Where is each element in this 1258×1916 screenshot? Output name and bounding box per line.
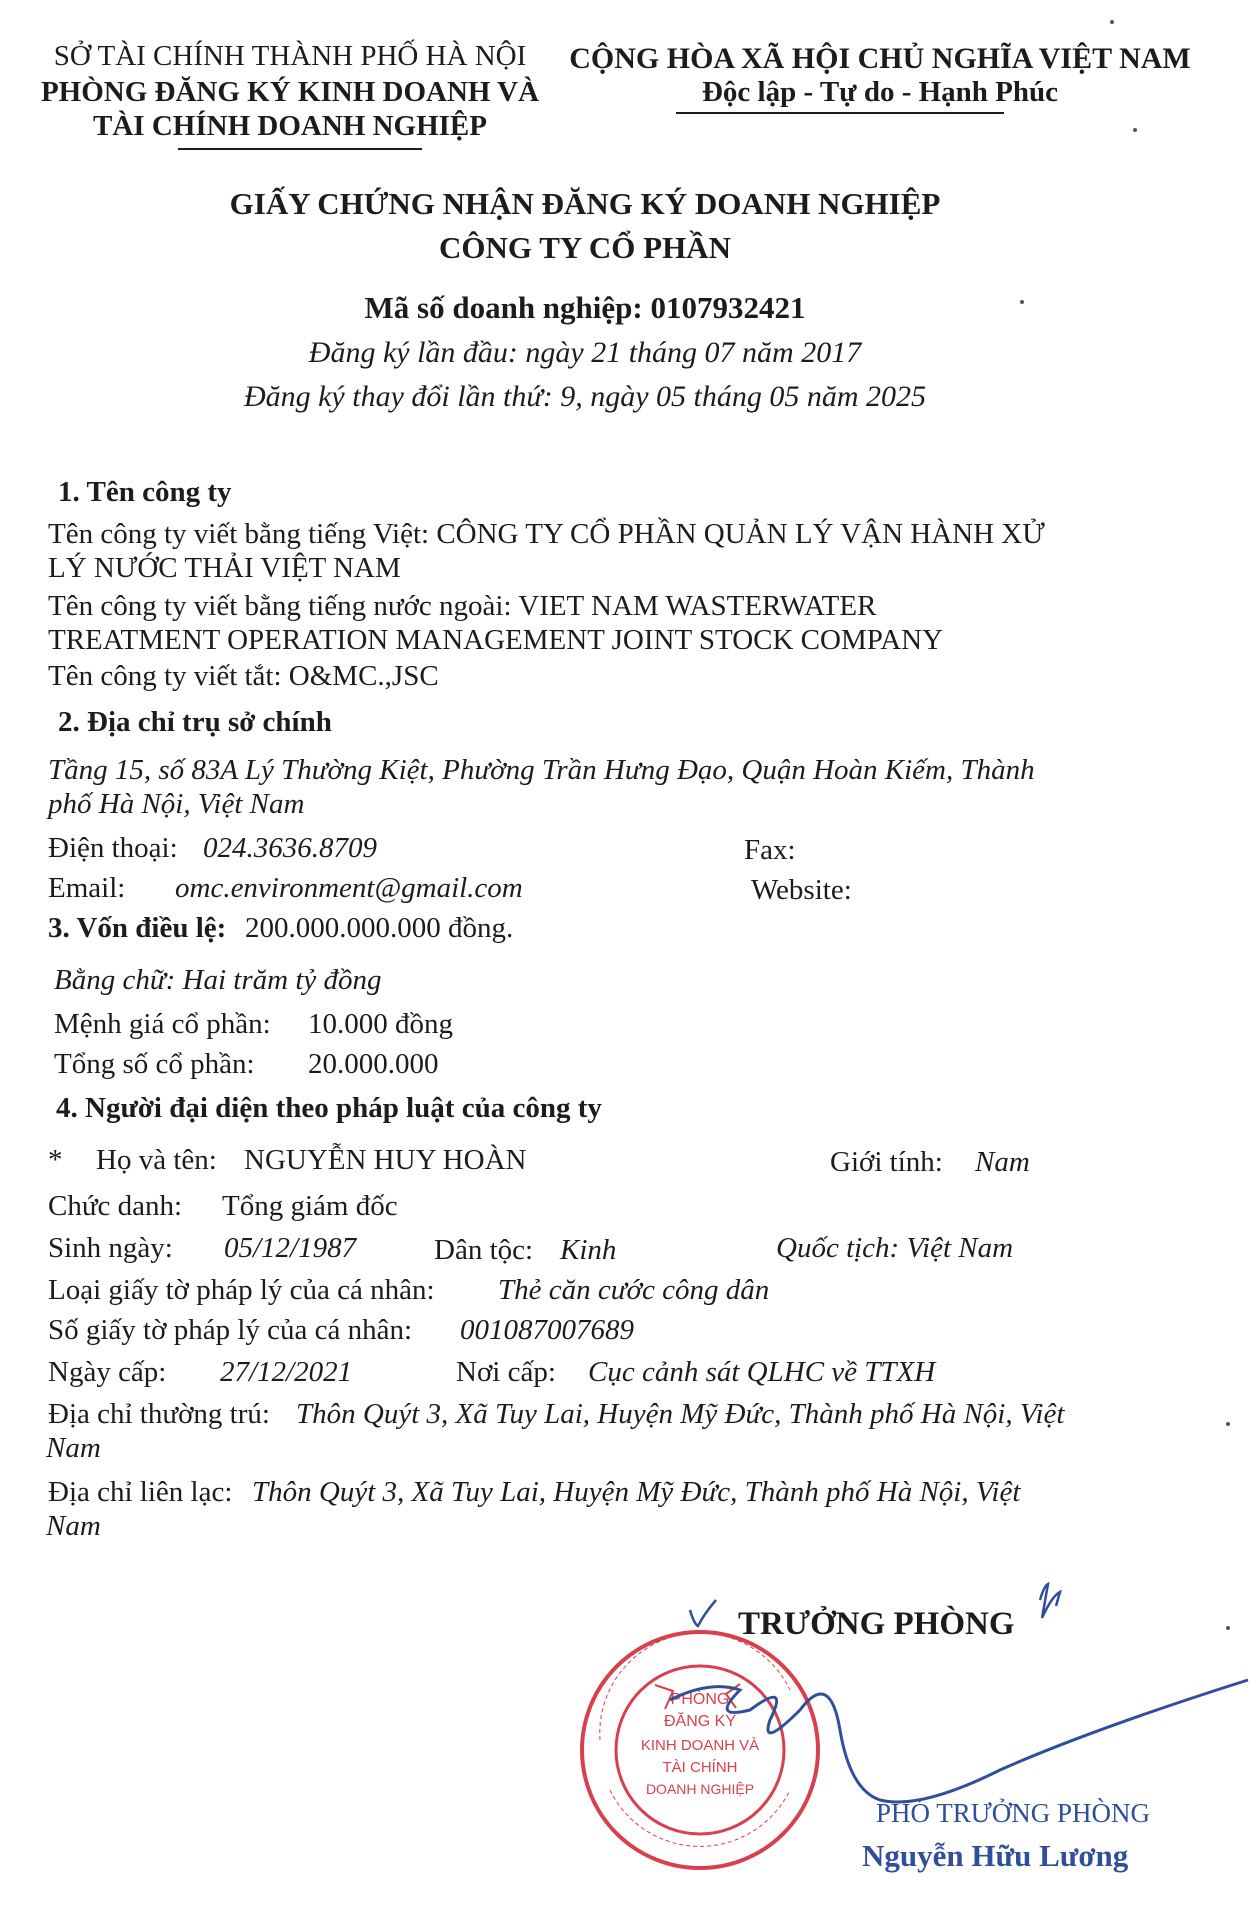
capital-in-words: Bằng chữ: Hai trăm tỷ đồng [54,964,382,996]
issue-place-label: Nơi cấp: [456,1356,556,1388]
scan-speck [1226,1626,1230,1630]
dob-value: 05/12/1987 [224,1232,357,1264]
scan-speck [1226,1422,1230,1426]
signature-heading: TRƯỞNG PHÒNG [738,1606,1015,1642]
initial-mark-right [1040,1584,1060,1618]
agency-underline [178,148,422,150]
seal-line-2: ĐĂNG KÝ [663,1713,737,1730]
issue-date-label: Ngày cấp: [48,1356,167,1388]
fax-label: Fax: [744,834,796,866]
scan-speck [1020,300,1024,304]
contact-address-line-2: Nam [46,1510,101,1542]
permanent-address-line-1: Thôn Quýt 3, Xã Tuy Lai, Huyện Mỹ Đức, Thành phố Hà Nội, Việt [296,1398,1065,1430]
email-label: Email: [48,872,126,904]
address-line-1: Tầng 15, số 83A Lý Thường Kiệt, Phường Trần Hưng Đạo, Quận Hoàn Kiếm, Thành [48,754,1035,786]
official-seal [582,1632,818,1868]
section-3-heading: 3. Vốn điều lệ: [48,912,227,944]
foreign-name-line-2: TREATMENT OPERATION MANAGEMENT JOINT STOCK COMPANY [48,624,944,656]
agency-line-1: SỞ TÀI CHÍNH THÀNH PHỐ HÀ NỘI [53,40,527,72]
country-name: CỘNG HÒA XÃ HỘI CHỦ NGHĨA VIỆT NAM [569,42,1191,75]
deputy-title: PHÓ TRƯỞNG PHÒNG [876,1798,1150,1828]
id-type-label: Loại giấy tờ pháp lý của cá nhân: [48,1274,435,1306]
ethnic-label: Dân tộc: [434,1234,534,1266]
agency-line-3: TÀI CHÍNH DOANH NGHIỆP [93,110,487,142]
total-shares-label: Tổng số cổ phần: [54,1048,255,1080]
scan-speck [1133,128,1137,132]
vn-name-line-2: LÝ NƯỚC THẢI VIỆT NAM [48,552,401,584]
email-value: omc.environment@gmail.com [175,872,523,904]
seal-line-1: PHÒNG [670,1691,730,1708]
id-number-label: Số giấy tờ pháp lý của cá nhân: [48,1314,413,1346]
bullet: * [48,1144,63,1176]
company-type: CÔNG TY CỔ PHẦN [439,230,731,265]
position-label: Chức danh: [48,1190,183,1222]
seal-line-3: KINH DOANH VÀ [640,1737,760,1754]
par-value-label: Mệnh giá cổ phần: [54,1008,271,1040]
position-value: Tổng giám đốc [222,1190,398,1222]
id-type-value: Thẻ căn cước công dân [498,1274,770,1306]
foreign-name-line-1: Tên công ty viết bằng tiếng nước ngoài: VIET NAM WASTERWATER [48,590,877,622]
dob-label: Sinh ngày: [48,1232,173,1264]
contact-address-line-1: Thôn Quýt 3, Xã Tuy Lai, Huyện Mỹ Đức, Thành phố Hà Nội, Việt [252,1476,1021,1508]
section-2-heading: 2. Địa chỉ trụ sở chính [58,706,332,738]
first-registration: Đăng ký lần đầu: ngày 21 tháng 07 năm 2017 [308,336,862,369]
rep-name: NGUYỄN HUY HOÀN [244,1144,527,1176]
agency-line-2: PHÒNG ĐĂNG KÝ KINH DOANH VÀ [40,76,540,108]
vn-name-line-1: Tên công ty viết bằng tiếng Việt: CÔNG TY CỔ PHẦN QUẢN LÝ VẬN HÀNH XỬ [48,518,1045,550]
phone-label: Điện thoại: [48,832,178,864]
short-name: Tên công ty viết tắt: O&MC.,JSC [48,660,439,692]
issue-place-value: Cục cảnh sát QLHC về TTXH [588,1356,936,1388]
issue-date-value: 27/12/2021 [220,1356,353,1388]
charter-capital: 200.000.000.000 đồng. [245,912,514,944]
section-1-heading: 1. Tên công ty [58,476,232,508]
certificate-title: GIẤY CHỨNG NHẬN ĐĂNG KÝ DOANH NGHIỆP [229,186,941,221]
signer-name: Nguyễn Hữu Lương [862,1838,1129,1873]
permanent-address-label: Địa chỉ thường trú: [48,1398,270,1430]
gender-label: Giới tính: [830,1146,943,1178]
seal-line-5: DOANH NGHIỆP [645,1781,755,1797]
ethnic-value: Kinh [560,1234,617,1266]
permanent-address-line-2: Nam [46,1432,101,1464]
motto: Độc lập - Tự do - Hạnh Phúc [701,76,1059,108]
section-4-heading: 4. Người đại diện theo pháp luật của công ty [56,1092,602,1124]
scan-speck [1110,20,1114,24]
website-label: Website: [751,874,852,906]
phone-value: 024.3636.8709 [203,832,377,864]
initial-mark-left [690,1600,716,1626]
motto-underline [676,112,1004,114]
par-value: 10.000 đồng [308,1008,453,1040]
address-line-2: phố Hà Nội, Việt Nam [48,788,305,820]
id-number-value: 001087007689 [460,1314,634,1346]
contact-address-label: Địa chỉ liên lạc: [48,1476,233,1508]
total-shares: 20.000.000 [308,1048,439,1080]
seal-line-4: TÀI CHÍNH [662,1759,738,1776]
name-label: Họ và tên: [96,1144,217,1176]
tax-code: Mã số doanh nghiệp: 0107932421 [364,290,806,325]
amendment: Đăng ký thay đổi lần thứ: 9, ngày 05 tháng 05 năm 2025 [243,380,927,413]
nationality: Quốc tịch: Việt Nam [776,1232,1014,1264]
gender-value: Nam [975,1146,1030,1178]
